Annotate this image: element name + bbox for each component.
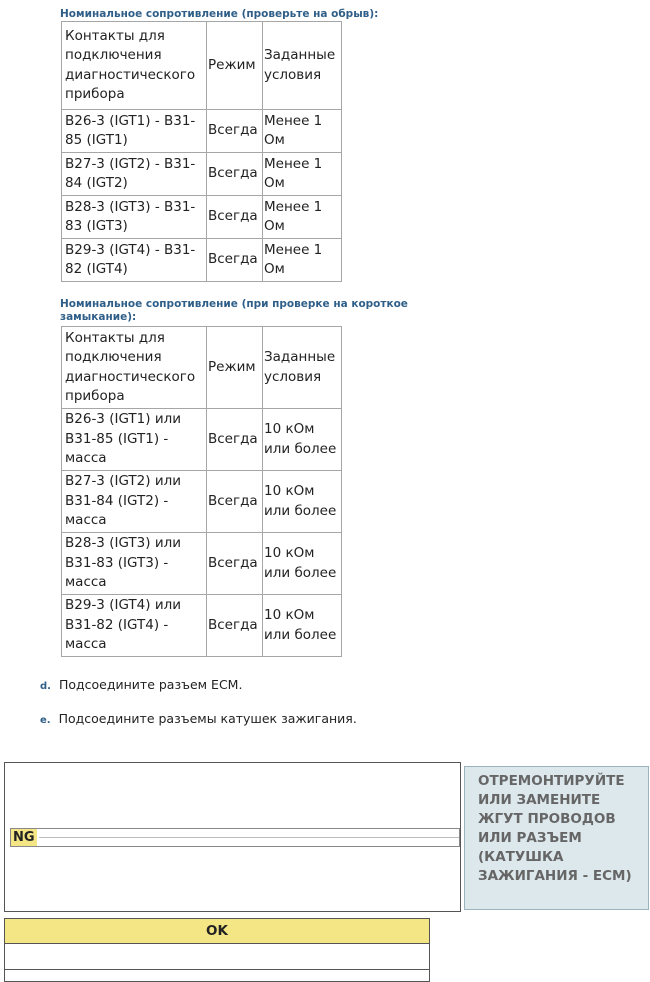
table2-caption-line2: замыкание): (60, 311, 137, 323)
short-circuit-table (61, 326, 342, 657)
table-row (62, 239, 342, 282)
cell-condition: 10 кОм или более (263, 595, 342, 657)
cell-contacts: B29-3 (IGT4) - B31-82 (IGT4) (62, 239, 207, 282)
cell-condition: 10 кОм или более (263, 533, 342, 595)
cell-mode: Всегда (207, 409, 263, 471)
header-contacts: Контакты для подключения диагностического прибора (62, 22, 207, 110)
step-text: Подсоедините разъем ECM. (58, 677, 243, 692)
table-row (62, 533, 342, 595)
table-row (62, 471, 342, 533)
table-row (62, 595, 342, 657)
cell-condition: Менее 1 Ом (263, 239, 342, 282)
step-letter: e. (40, 715, 51, 726)
cell-mode: Всегда (207, 153, 263, 196)
header-conditions: Заданные условия (263, 327, 342, 409)
table-header-row (62, 22, 342, 110)
cell-condition: 10 кОм или более (263, 471, 342, 533)
ok-branch-box (4, 918, 430, 982)
cell-contacts: B29-3 (IGT4) или B31-82 (IGT4) - масса (62, 595, 207, 657)
table-row (62, 196, 342, 239)
cell-mode: Всегда (207, 471, 263, 533)
cell-contacts: B27-3 (IGT2) - B31-84 (IGT2) (62, 153, 207, 196)
header-mode: Режим (207, 22, 263, 110)
cell-contacts: B26-3 (IGT1) - B31-85 (IGT1) (62, 110, 207, 153)
ok-divider-line (5, 969, 429, 970)
table-row (62, 409, 342, 471)
header-mode: Режим (207, 327, 263, 409)
step-e (40, 711, 357, 726)
table-header-row (62, 327, 342, 409)
table2-caption-line1: Номинальное сопротивление (при проверке на короткое (60, 298, 408, 310)
cell-contacts: B28-3 (IGT3) - B31-83 (IGT3) (62, 196, 207, 239)
cell-mode: Всегда (207, 533, 263, 595)
cell-condition: Менее 1 Ом (263, 196, 342, 239)
cell-contacts: B28-3 (IGT3) или B31-83 (IGT3) - масса (62, 533, 207, 595)
cell-mode: Всегда (207, 595, 263, 657)
ng-connector-line (39, 837, 459, 838)
cell-mode: Всегда (207, 110, 263, 153)
ng-branch-box (4, 762, 461, 912)
ng-label: NG (13, 830, 35, 845)
step-letter: d. (40, 681, 51, 692)
table1-caption: Номинальное сопротивление (проверьте на обрыв): (60, 8, 379, 20)
cell-contacts: B27-3 (IGT2) или B31-84 (IGT2) - масса (62, 471, 207, 533)
cell-mode: Всегда (207, 239, 263, 282)
step-text: Подсоедините разъемы катушек зажигания. (58, 711, 357, 726)
table-row (62, 153, 342, 196)
repair-instruction-box[interactable]: ОТРЕМОНТИРУЙТЕ ИЛИ ЗАМЕНИТЕ ЖГУТ ПРОВОДОВ ИЛИ РАЗЪЕМ (КАТУШКА ЗАЖИГАНИЯ - ECM) (464, 766, 649, 910)
ng-branch-bar (10, 828, 460, 847)
step-d (40, 677, 242, 692)
cell-condition: Менее 1 Ом (263, 153, 342, 196)
table2-caption (60, 298, 408, 324)
ok-label[interactable]: OK (5, 919, 429, 944)
header-contacts: Контакты для подключения диагностического прибора (62, 327, 207, 409)
header-conditions: Заданные условия (263, 22, 342, 110)
table-row (62, 110, 342, 153)
cell-mode: Всегда (207, 196, 263, 239)
cell-contacts: B26-3 (IGT1) или B31-85 (IGT1) - масса (62, 409, 207, 471)
cell-condition: 10 кОм или более (263, 409, 342, 471)
cell-condition: Менее 1 Ом (263, 110, 342, 153)
open-circuit-table (61, 21, 342, 282)
